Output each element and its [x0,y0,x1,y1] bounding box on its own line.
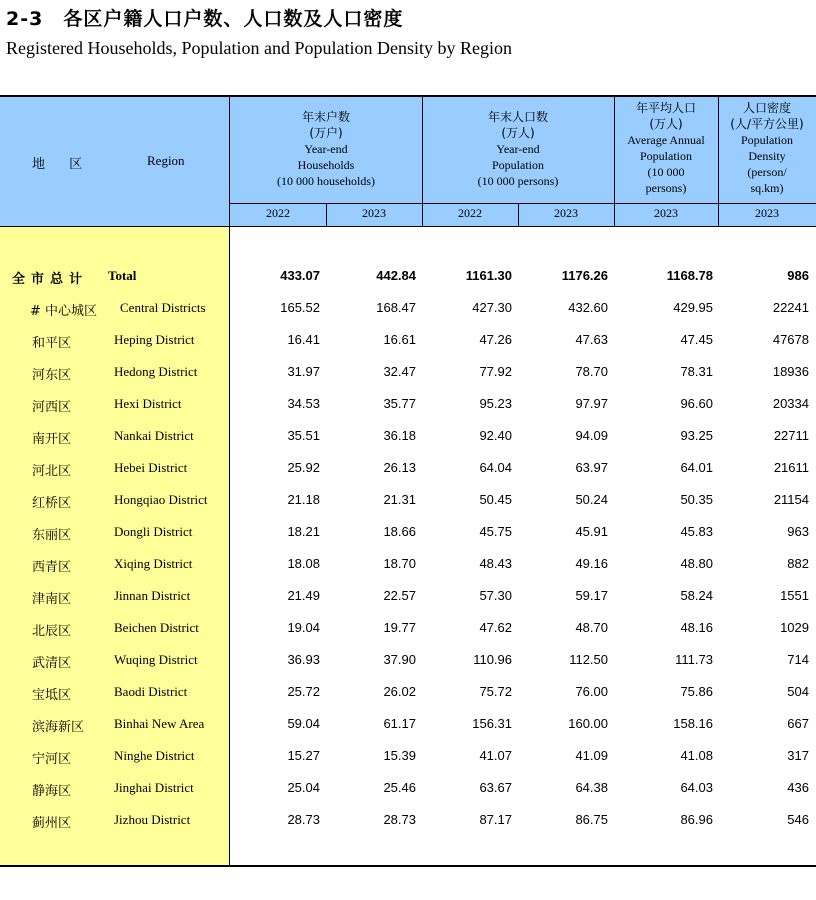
table-row [0,684,816,704]
cell-households-2023: 168.47 [376,300,416,315]
cell-density-2023: 986 [787,268,809,283]
region-name-en: Jinghai District [114,780,194,795]
cell-population-2023: 49.16 [575,556,608,571]
cell-population-2023: 59.17 [575,588,608,603]
cell-density-2023: 317 [787,748,809,763]
year-2023-avg-population: 2023 [654,206,678,220]
region-name-cn: 滨海新区 [32,720,85,735]
region-name-en: Heping District [114,332,195,347]
cell-households-2022: 34.53 [287,396,320,411]
region-name-cn: 宁河区 [32,752,72,767]
region-name-cn: 南开区 [32,432,72,447]
cell-avg-population-2023: 50.35 [680,492,713,507]
cell-population-2022: 156.31 [472,716,512,731]
cell-density-2023: 882 [787,556,809,571]
region-name-cn: 武清区 [32,656,72,671]
cell-population-2022: 41.07 [479,748,512,763]
cell-population-2023: 160.00 [568,716,608,731]
population-header-en1: Year-end [496,142,540,156]
region-name-en: Jinnan District [114,588,191,603]
cell-population-2023: 47.63 [575,332,608,347]
cell-avg-population-2023: 45.83 [680,524,713,539]
table-row [0,812,816,832]
cell-households-2023: 16.61 [383,332,416,347]
cell-households-2023: 25.46 [383,780,416,795]
cell-density-2023: 546 [787,812,809,827]
region-name-en: Wuqing District [114,652,198,667]
cell-population-2023: 76.00 [575,684,608,699]
cell-avg-population-2023: 75.86 [680,684,713,699]
cell-population-2022: 77.92 [479,364,512,379]
cell-households-2022: 36.93 [287,652,320,667]
cell-population-2023: 112.50 [569,652,608,667]
households-header-cn: 年末户数 [301,110,350,124]
cell-density-2023: 667 [787,716,809,731]
cell-population-2022: 47.26 [479,332,512,347]
page-title-en: Registered Households, Population and Population Density by Region [6,38,512,58]
region-name-cn: 宝坻区 [32,688,72,703]
cell-density-2023: 22241 [772,300,809,315]
households-header-en2: Households [297,158,355,172]
cell-households-2023: 18.66 [383,524,416,539]
cell-density-2023: 20334 [772,396,809,411]
table-row [0,524,816,544]
avg-population-header-unit: (万人) [649,117,683,131]
cell-density-2023: 963 [787,524,809,539]
cell-population-2022: 110.96 [473,652,512,667]
population-header-en3: (10 000 persons) [477,174,559,188]
cell-households-2023: 26.02 [383,684,416,699]
cell-density-2023: 22711 [773,428,809,443]
region-name-en: Jizhou District [114,812,191,827]
cell-households-2022: 28.73 [287,812,320,827]
year-divider [230,203,816,204]
density-header-en1: Population [740,133,793,147]
households-header [230,109,422,189]
avg-population-header-en1: Average Annual [627,133,705,147]
cell-households-2023: 37.90 [383,652,416,667]
cell-population-2023: 64.38 [575,780,608,795]
table-row [0,396,816,416]
cell-population-2022: 50.45 [479,492,512,507]
table-row [0,428,816,448]
cell-avg-population-2023: 48.16 [680,620,713,635]
cell-households-2023: 442.84 [376,268,416,283]
cell-avg-population-2023: 48.80 [680,556,713,571]
region-name-cn: 红桥区 [32,496,72,511]
cell-density-2023: 1029 [780,620,809,635]
cell-households-2022: 18.08 [287,556,320,571]
cell-population-2022: 63.67 [479,780,512,795]
cell-households-2022: 59.04 [287,716,320,731]
households-header-en3: (10 000 households) [277,174,375,188]
cell-households-2022: 15.27 [287,748,320,763]
cell-population-2022: 48.43 [479,556,512,571]
region-name-cn: 西青区 [32,560,72,575]
cell-households-2022: 21.49 [287,588,320,603]
page-title-cn: 2-3 各区户籍人口户数、人口数及人口密度 [6,8,404,30]
cell-population-2023: 50.24 [575,492,608,507]
cell-population-2023: 1176.26 [561,268,608,283]
population-header [422,109,614,189]
cell-households-2022: 165.52 [280,300,320,315]
cell-population-2022: 95.23 [479,396,512,411]
cell-households-2023: 18.70 [383,556,416,571]
cell-population-2023: 41.09 [575,748,608,763]
region-column-background [0,227,230,865]
region-name-en: Dongli District [114,524,193,539]
cell-population-2022: 92.40 [479,428,512,443]
region-name-en: Baodi District [114,684,188,699]
cell-households-2023: 35.77 [383,396,416,411]
region-name-cn: 蓟州区 [32,816,72,831]
region-name-cn: # 中心城区 [30,304,98,319]
cell-avg-population-2023: 64.03 [680,780,713,795]
table-row [0,492,816,512]
year-2023-density: 2023 [755,206,779,220]
table-row [0,780,816,800]
region-name-en: Xiqing District [114,556,193,571]
region-name-en: Hongqiao District [114,492,208,507]
region-header-cn: 地 区 [32,157,93,172]
cell-households-2023: 26.13 [383,460,416,475]
table-row [0,300,816,320]
cell-population-2022: 75.72 [479,684,512,699]
avg-population-header-en4: persons) [645,181,687,195]
cell-households-2023: 21.31 [383,492,416,507]
cell-density-2023: 21154 [773,492,809,507]
top-rule [0,95,816,97]
cell-households-2022: 25.92 [287,460,320,475]
region-name-cn: 和平区 [32,336,72,351]
cell-households-2022: 16.41 [287,332,320,347]
data-table [0,95,816,868]
cell-households-2023: 15.39 [383,748,416,763]
cell-density-2023: 21611 [773,460,809,475]
region-header-en: Region [147,153,185,168]
density-header-en2: Density [748,149,786,163]
cell-avg-population-2023: 58.24 [680,588,713,603]
cell-avg-population-2023: 78.31 [680,364,713,379]
cell-population-2022: 57.30 [479,588,512,603]
population-header-en2: Population [491,158,544,172]
header-divider [0,226,816,227]
density-header-unit: (人/平方公里) [730,117,804,131]
cell-avg-population-2023: 41.08 [680,748,713,763]
households-header-unit: (万户) [309,126,343,140]
avg-population-header-en2: Population [639,149,692,163]
region-name-en: Hebei District [114,460,188,475]
cell-households-2023: 19.77 [383,620,416,635]
cell-households-2022: 19.04 [287,620,320,635]
cell-population-2023: 48.70 [575,620,608,635]
table-row [0,268,816,288]
avg-population-header-cn: 年平均人口 [635,101,696,115]
cell-population-2023: 432.60 [568,300,608,315]
cell-avg-population-2023: 47.45 [680,332,713,347]
region-name-en: Beichen District [114,620,199,635]
region-name-en: Ninghe District [114,748,195,763]
year-2022-households: 2022 [266,206,290,220]
region-name-cn: 静海区 [32,784,72,799]
table-row [0,364,816,384]
region-name-en: Hexi District [114,396,182,411]
cell-avg-population-2023: 64.01 [680,460,713,475]
region-name-en: Central Districts [120,300,206,315]
cell-population-2023: 45.91 [575,524,608,539]
cell-density-2023: 436 [787,780,809,795]
table-row [0,460,816,480]
cell-population-2023: 78.70 [575,364,608,379]
population-header-cn: 年末人口数 [487,110,548,124]
cell-households-2023: 22.57 [383,588,416,603]
cell-households-2022: 31.97 [287,364,320,379]
cell-density-2023: 504 [787,684,809,699]
year-2023-population: 2023 [554,206,578,220]
cell-population-2022: 1161.30 [465,268,512,283]
density-header-cn: 人口密度 [742,101,791,115]
cell-population-2022: 427.30 [472,300,512,315]
table-row [0,620,816,640]
cell-population-2023: 94.09 [575,428,608,443]
table-row [0,332,816,352]
table-row [0,556,816,576]
region-name-cn: 东丽区 [32,528,72,543]
cell-density-2023: 18936 [772,364,809,379]
table-row [0,588,816,608]
cell-density-2023: 47678 [772,332,809,347]
cell-population-2022: 64.04 [479,460,512,475]
cell-population-2022: 45.75 [479,524,512,539]
cell-households-2022: 25.04 [287,780,320,795]
cell-population-2022: 87.17 [479,812,512,827]
cell-avg-population-2023: 429.95 [673,300,713,315]
cell-households-2022: 21.18 [287,492,320,507]
region-name-cn: 北辰区 [32,624,72,639]
cell-population-2022: 47.62 [479,620,512,635]
cell-population-2023: 97.97 [575,396,608,411]
cell-households-2022: 25.72 [287,684,320,699]
cell-households-2023: 61.17 [383,716,416,731]
population-header-unit: (万人) [501,126,535,140]
density-header-en3: (person/ [747,165,787,179]
region-name-en: Hedong District [114,364,198,379]
avg-population-header [614,100,718,196]
region-name-en: Total [108,268,137,283]
cell-avg-population-2023: 96.60 [680,396,713,411]
cell-households-2022: 18.21 [287,524,320,539]
bottom-rule [0,865,816,867]
cell-households-2023: 32.47 [383,364,416,379]
region-name-en: Nankai District [114,428,194,443]
region-name-cn: 河北区 [32,464,72,479]
avg-population-header-en3: (10 000 [647,165,685,179]
table-row [0,716,816,736]
cell-avg-population-2023: 158.16 [673,716,713,731]
cell-density-2023: 714 [787,652,809,667]
year-2022-population: 2022 [458,206,482,220]
density-header [718,100,816,196]
cell-avg-population-2023: 93.25 [680,428,713,443]
region-name-cn: 河东区 [32,368,72,383]
cell-population-2023: 86.75 [575,812,608,827]
region-name-cn: 河西区 [32,400,72,415]
cell-households-2023: 28.73 [383,812,416,827]
cell-population-2023: 63.97 [575,460,608,475]
region-name-en: Binhai New Area [114,716,205,731]
cell-avg-population-2023: 86.96 [680,812,713,827]
cell-avg-population-2023: 1168.78 [666,268,713,283]
density-header-en4: sq.km) [750,181,784,195]
cell-avg-population-2023: 111.73 [675,652,713,667]
year-2023-households: 2023 [362,206,386,220]
households-header-en1: Year-end [304,142,348,156]
cell-density-2023: 1551 [780,588,809,603]
table-row [0,748,816,768]
cell-households-2023: 36.18 [383,428,416,443]
region-name-cn: 全市总计 [12,272,89,287]
cell-households-2022: 433.07 [280,268,320,283]
region-name-cn: 津南区 [32,592,72,607]
cell-households-2022: 35.51 [287,428,320,443]
table-row [0,652,816,672]
